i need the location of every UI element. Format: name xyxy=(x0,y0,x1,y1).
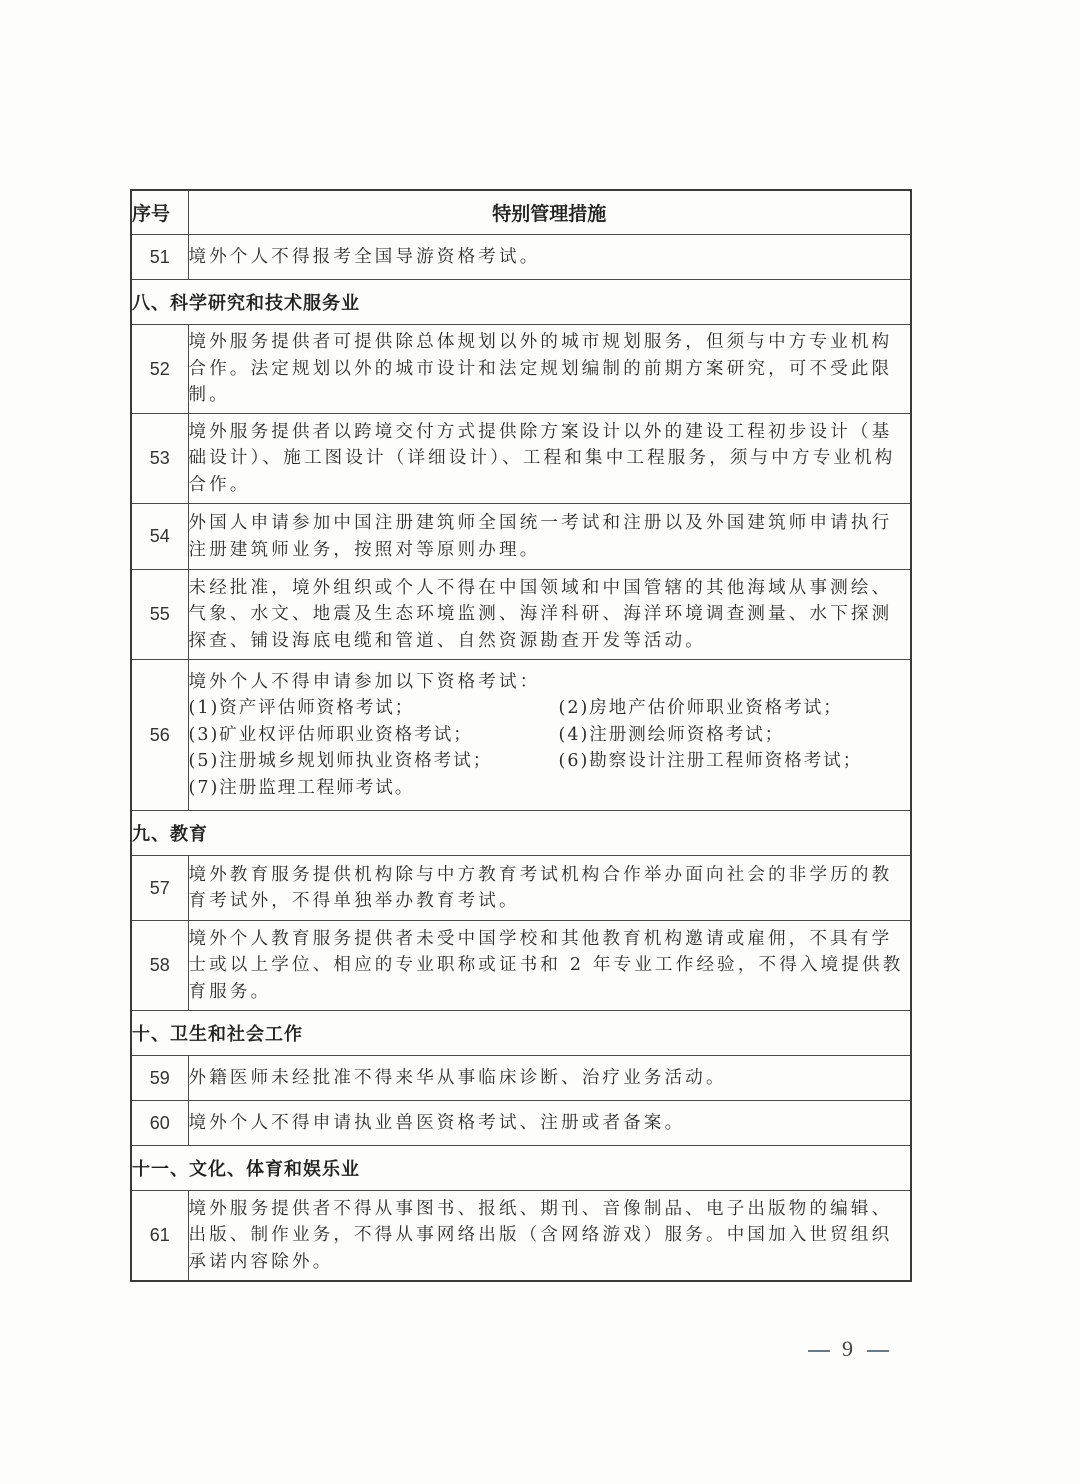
row-number: 57 xyxy=(131,856,188,921)
list-item: (2)房地产估价师职业资格考试； xyxy=(558,698,843,719)
row-text: 境外服务提供者可提供除总体规划以外的城市规划服务，但须与中方专业机构合作。法定规划以外的城市设计和法定规划编制的前期方案研究，可不受此限制。 xyxy=(188,325,911,414)
table-row xyxy=(131,1101,911,1146)
section-title: 十、卫生和社会工作 xyxy=(131,1011,911,1056)
table-row xyxy=(131,856,911,921)
table-row xyxy=(131,1056,911,1101)
list-item: (4)注册测绘师资格考试； xyxy=(558,724,785,745)
list-item: (3)矿业权评估师职业资格考试； xyxy=(188,724,473,745)
row-number: 54 xyxy=(131,504,188,570)
dash-right xyxy=(867,1350,889,1352)
exam-list xyxy=(189,695,911,801)
row-number: 59 xyxy=(131,1056,188,1101)
list-intro: 境外个人不得申请参加以下资格考试： xyxy=(188,671,541,692)
row-text: 外国人申请参加中国注册建筑师全国统一考试和注册以及外国建筑师申请执行注册建筑师业务，按照对等原则办理。 xyxy=(188,504,911,570)
row-text: 境外服务提供者不得从事图书、报纸、期刊、音像制品、电子出版物的编辑、出版、制作业务，不得从事网络出版（含网络游戏）服务。中国加入世贸组织承诺内容除外。 xyxy=(188,1191,911,1281)
table-row xyxy=(131,660,911,811)
section-row xyxy=(131,1011,911,1056)
table-row xyxy=(131,414,911,504)
section-title: 十一、文化、体育和娱乐业 xyxy=(131,1146,911,1191)
table-row xyxy=(131,325,911,414)
row-number: 53 xyxy=(131,414,188,504)
list-item: (5)注册城乡规划师执业资格考试； xyxy=(188,751,493,772)
table-header-row xyxy=(131,190,911,235)
row-text-with-list xyxy=(188,660,911,811)
row-number: 60 xyxy=(131,1101,188,1146)
section-row xyxy=(131,1146,911,1191)
header-number: 序号 xyxy=(131,190,188,235)
row-number: 61 xyxy=(131,1191,188,1281)
table-row xyxy=(131,570,911,660)
row-text: 境外个人教育服务提供者未受中国学校和其他教育机构邀请或雇佣，不具有学士或以上学位、相应的专业职称或证书和 2 年专业工作经验，不得入境提供教育服务。 xyxy=(188,921,911,1011)
row-number: 51 xyxy=(131,235,188,280)
row-text: 境外个人不得申请执业兽医资格考试、注册或者备案。 xyxy=(188,1101,911,1146)
section-title: 八、科学研究和技术服务业 xyxy=(131,280,911,325)
table-row xyxy=(131,1191,911,1281)
section-row xyxy=(131,811,911,856)
dash-left xyxy=(808,1350,830,1352)
row-number: 56 xyxy=(131,660,188,811)
row-text: 境外个人不得报考全国导游资格考试。 xyxy=(188,235,911,280)
special-measures-table xyxy=(130,189,912,1282)
page-number-value: 9 xyxy=(842,1336,855,1361)
section-title: 九、教育 xyxy=(131,811,911,856)
list-item: (6)勘察设计注册工程师资格考试； xyxy=(558,751,863,772)
row-number: 52 xyxy=(131,325,188,414)
row-text: 外籍医师未经批准不得来华从事临床诊断、治疗业务活动。 xyxy=(188,1056,911,1101)
row-text: 未经批准，境外组织或个人不得在中国领域和中国管辖的其他海域从事测绘、气象、水文、地震及生态环境监测、海洋科研、海洋环境调查测量、水下探测探查、铺设海底电缆和管道、自然资源勘查开发等活动。 xyxy=(188,570,911,660)
list-item: (1)资产评估师资格考试； xyxy=(188,698,415,719)
table-row xyxy=(131,921,911,1011)
list-item: (7)注册监理工程师考试。 xyxy=(188,777,415,798)
table-row xyxy=(131,504,911,570)
row-text: 境外服务提供者以跨境交付方式提供除方案设计以外的建设工程初步设计（基础设计）、施工图设计（详细设计）、工程和集中工程服务，须与中方专业机构合作。 xyxy=(188,414,911,504)
row-number: 58 xyxy=(131,921,188,1011)
row-text: 境外教育服务提供机构除与中方教育考试机构合作举办面向社会的非学历的教育考试外，不得单独举办教育考试。 xyxy=(188,856,911,921)
table-row xyxy=(131,235,911,280)
page-number xyxy=(796,1336,901,1362)
section-row xyxy=(131,280,911,325)
header-measure: 特别管理措施 xyxy=(188,190,911,235)
row-number: 55 xyxy=(131,570,188,660)
